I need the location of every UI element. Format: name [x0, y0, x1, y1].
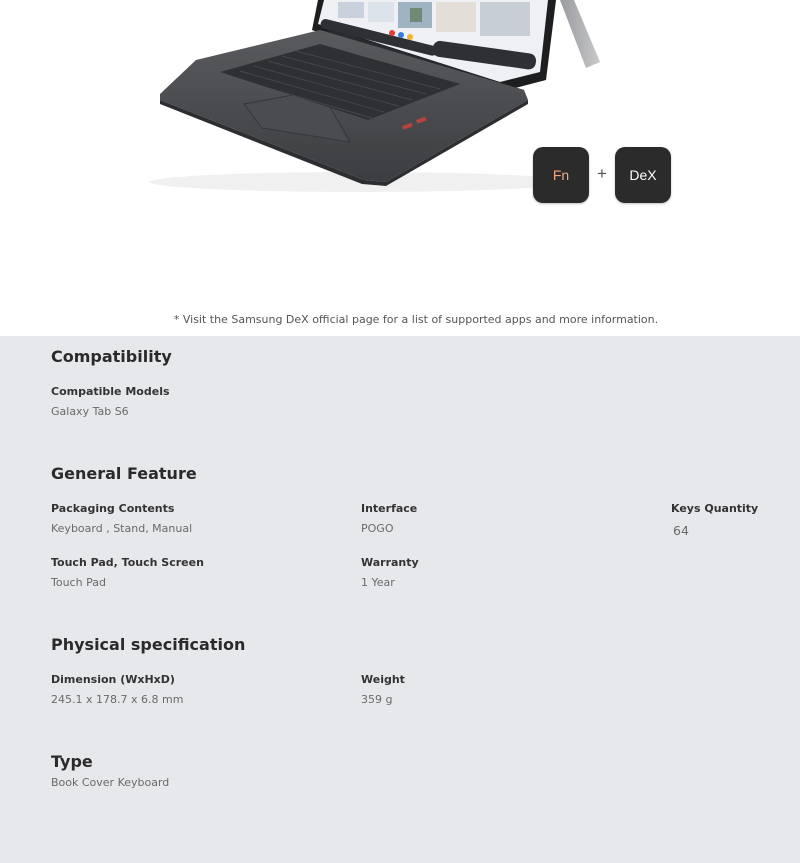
- interface-label: Interface: [361, 502, 418, 515]
- compatible-models-value: Galaxy Tab S6: [51, 405, 129, 418]
- type-title: Type: [51, 752, 93, 771]
- compatible-models-label: Compatible Models: [51, 385, 170, 398]
- dex-footnote: * Visit the Samsung DeX official page for a list of supported apps and more information.: [173, 313, 659, 326]
- keys-quantity-label: Keys Quantity: [671, 502, 759, 515]
- touch-pad-label: Touch Pad, Touch Screen: [51, 556, 204, 569]
- general-feature-title: General Feature: [51, 464, 197, 483]
- physical-specification-title: Physical specification: [51, 635, 246, 654]
- touch-pad-value: Touch Pad: [51, 576, 106, 589]
- packaging-contents-label: Packaging Contents: [51, 502, 175, 515]
- fn-key: [533, 147, 589, 203]
- dimension-label: Dimension (WxHxD): [51, 673, 175, 686]
- dex-key: [615, 147, 671, 203]
- keys-quantity-value: 64: [673, 523, 689, 538]
- warranty-label: Warranty: [361, 556, 419, 569]
- dex-key-label: DeX: [629, 167, 657, 183]
- interface-value: POGO: [361, 522, 394, 535]
- dimension-value: 245.1 x 178.7 x 6.8 mm: [51, 693, 184, 706]
- type-value: Book Cover Keyboard: [51, 776, 170, 789]
- weight-value: 359 g: [361, 693, 393, 706]
- specifications-panel: [0, 336, 800, 863]
- packaging-contents-value: Keyboard , Stand, Manual: [51, 522, 193, 535]
- compatibility-title: Compatibility: [51, 347, 172, 366]
- fn-key-label: Fn: [552, 167, 570, 183]
- plus-sign: +: [597, 164, 607, 183]
- hero-section: [0, 0, 800, 336]
- weight-label: Weight: [361, 673, 405, 686]
- warranty-value: 1 Year: [361, 576, 395, 589]
- product-image: [0, 0, 800, 240]
